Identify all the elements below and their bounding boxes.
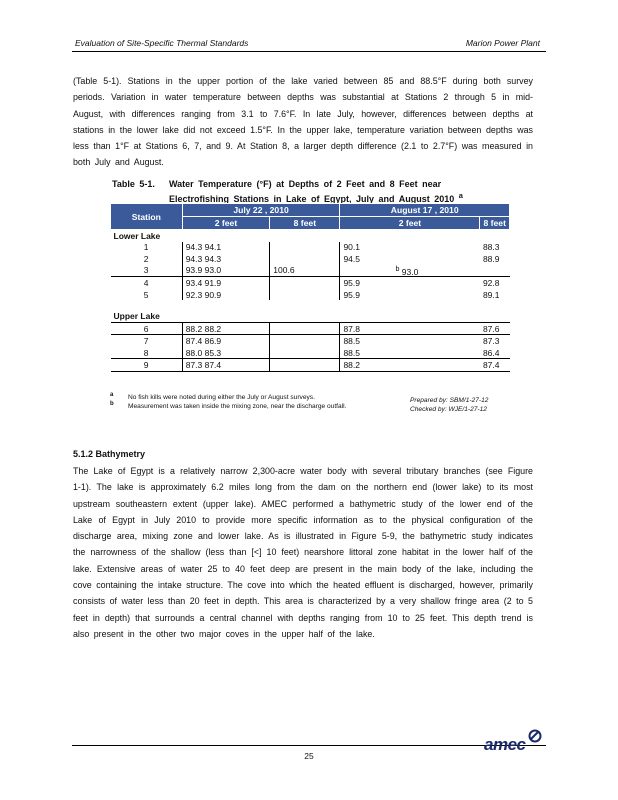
july-8ft-cell xyxy=(270,289,340,301)
table-row xyxy=(111,265,510,277)
july-8ft-cell xyxy=(270,253,340,265)
july-2ft-cell: 87.4 86.9 xyxy=(182,335,270,347)
table-row xyxy=(111,322,510,335)
note-a: a No fish kills were noted during either the July or August surveys. xyxy=(110,392,315,401)
table-notes xyxy=(110,393,350,411)
august-2ft-cell: 90.1 xyxy=(340,242,480,254)
july-2ft-cell: 93.9 93.0 xyxy=(182,265,270,277)
july-2ft-cell: 93.4 91.9 xyxy=(182,277,270,289)
page-number: 25 xyxy=(304,751,314,761)
upper-lake-label: Upper Lake xyxy=(113,311,160,322)
logo-mark-icon xyxy=(528,729,542,743)
temperature-table xyxy=(110,203,510,372)
august-8ft-cell: 87.6 xyxy=(480,322,510,335)
august-2ft-header: 2 feet xyxy=(340,217,480,230)
checked-by: Checked by: WJE/1-27-12 xyxy=(410,406,487,413)
intro-paragraph: (Table 5-1). Stations in the upper portion of the lake varied between 85 and 88.5°F during both survey periods. Variation in water temperature between depths was substantial at Stations 2 through 5 in mid-August, with differences ranging from 3.1 to 7.6°F. In late July, however, differences between depths at stations in the lower lake did not exceed 1.5°F. In the upper lake, temperature variation between depths was less than 1°F at Stations 6, 7, and 9. At Station 8, a larger depth difference (2.1 to 2.7°F) was measured in both July and August. xyxy=(73,76,533,168)
july-8ft-cell xyxy=(270,347,340,359)
august-8ft-cell: 92.8 xyxy=(480,277,510,289)
footnote-b-mark: b xyxy=(395,264,400,273)
table-row xyxy=(111,347,510,359)
station-cell: 4 xyxy=(111,277,183,289)
august-2ft-cell: 88.5 xyxy=(340,347,480,359)
station-cell: 3 xyxy=(143,265,149,276)
august-8ft-cell: 87.3 xyxy=(480,335,510,347)
logo-text: amec xyxy=(484,735,526,754)
footer-rule xyxy=(72,745,546,746)
august-8ft-cell: 88.9 xyxy=(482,253,500,264)
prepared-by: Prepared by: SBM/1-27-12 xyxy=(410,397,489,404)
july-header: July 22 , 2010 xyxy=(182,204,340,217)
july-8ft-cell xyxy=(270,242,340,254)
table-number: Table 5-1. xyxy=(112,179,155,189)
august-header: August 17 , 2010 xyxy=(340,204,510,217)
august-8ft-cell: 87.4 xyxy=(480,359,510,372)
table-caption xyxy=(112,178,512,205)
july-2ft-header: 2 feet xyxy=(182,217,270,230)
august-2ft-value: 93.0 xyxy=(401,266,419,277)
august-2ft-cell: 94.5 xyxy=(340,253,480,265)
station-header: Station xyxy=(111,204,183,230)
table-row xyxy=(111,335,510,347)
august-2ft-cell: 95.9 xyxy=(340,277,480,289)
july-8ft-cell xyxy=(270,277,340,289)
july-2ft-cell: 88.2 88.2 xyxy=(182,322,270,335)
caption-line-1: Water Temperature (°F) at Depths of 2 Feet and 8 Feet near xyxy=(169,179,442,189)
july-2ft-cell: 88.0 85.3 xyxy=(182,347,270,359)
august-2ft-cell xyxy=(340,265,480,277)
table-row xyxy=(111,242,510,254)
july-2ft-cell: 87.3 87.4 xyxy=(182,359,270,372)
july-8ft-header: 8 feet xyxy=(270,217,340,230)
table-row xyxy=(111,289,510,301)
august-8ft-cell: 86.4 xyxy=(482,347,500,358)
caption-line-2: Electrofishing Stations in Lake of Egypt, July and August 2010 xyxy=(169,194,455,204)
station-cell: 5 xyxy=(143,289,149,300)
august-8ft-header: 8 feet xyxy=(480,217,510,230)
july-2ft-cell: 94.3 94.1 xyxy=(182,242,270,254)
header-rule xyxy=(72,51,546,52)
station-cell: 8 xyxy=(143,347,149,358)
lower-lake-label: Lower Lake xyxy=(113,230,161,241)
station-cell: 2 xyxy=(143,253,149,264)
july-8ft-cell xyxy=(270,359,340,372)
note-b: b Measurement was taken inside the mixing zone, near the discharge outfall. xyxy=(110,401,347,410)
prepared-checked xyxy=(410,396,488,414)
table-row xyxy=(111,277,510,289)
station-cell: 7 xyxy=(111,335,183,347)
section-heading: 5.1.2 Bathymetry xyxy=(73,449,146,459)
august-2ft-cell: 88.5 xyxy=(340,335,480,347)
table-row xyxy=(111,359,510,372)
july-2ft-cell: 94.3 94.3 xyxy=(182,253,270,265)
july-2ft-cell: 92.3 90.9 xyxy=(182,289,270,301)
bathymetry-paragraph: The Lake of Egypt is a relatively narrow 2,300-acre water body with several tributary branches (see Figure 1-1). The lake is approximately 6.2 miles long from the dam on the northern end (lower lake) to its most upstream southeastern extent (upper lake). AMEC performed a bathymetric study of the lower end of the Lake of Egypt in July 2010 to provide more specific information as to the physical configuration of the discharge area, mixing zone and lower lake. As is illustrated in Figure 5-9, the bathymetric study indicates the narrowness of the shallow (less than [<] 10 feet) nearshore littoral zone habitat in the lower half of the lake. Extensive areas of water 25 to 40 feet deep are present in the main body of the lake, including the cove containing the intake structure. The cove into which the heated effluent is discharged, however, primarily consists of water less than 20 feet in depth. This area is characterized by a very shallow fringe area (2 to 5 feet in depth) that surrounds a central channel with depths ranging from 10 to 25 feet. This depth trend is also present in the other two major coves in the upper half of the lake. xyxy=(73,466,533,639)
station-cell: 9 xyxy=(111,359,183,372)
august-8ft-cell xyxy=(480,265,510,277)
july-8ft-cell: 100.6 xyxy=(273,265,295,276)
station-cell: 1 xyxy=(143,242,149,253)
station-cell: 6 xyxy=(111,322,183,335)
august-2ft-cell: 95.9 xyxy=(340,289,480,301)
august-8ft-cell: 88.3 xyxy=(482,242,500,253)
july-8ft-cell xyxy=(270,335,340,347)
running-header xyxy=(72,38,546,52)
july-8ft-cell xyxy=(270,322,340,335)
header-title: Evaluation of Site-Specific Thermal Standards xyxy=(75,38,249,48)
table-row xyxy=(111,253,510,265)
august-8ft-cell: 89.1 xyxy=(482,289,500,300)
august-2ft-cell: 87.8 xyxy=(340,322,480,335)
amec-logo xyxy=(484,735,525,755)
header-plant: Marion Power Plant xyxy=(465,38,540,48)
caption-footnote-mark: a xyxy=(458,191,463,200)
august-2ft-cell: 88.2 xyxy=(340,359,480,372)
